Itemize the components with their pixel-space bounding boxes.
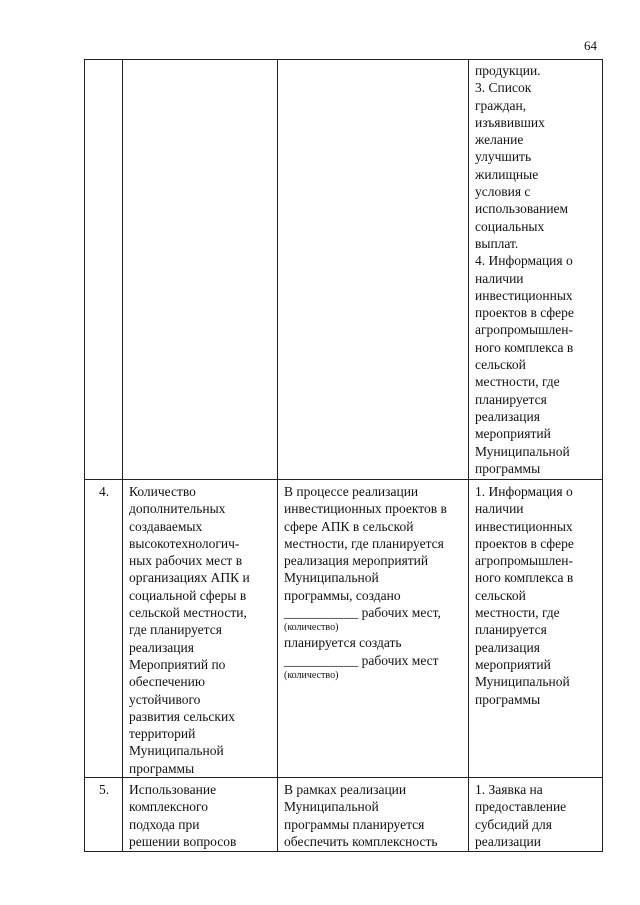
text-line: планируется создать [284, 635, 402, 651]
indicator-cell [123, 60, 278, 480]
text-line: инвестиционных [475, 518, 573, 534]
text-line: социальной сферы в [129, 587, 247, 603]
text-line: 1. Заявка на [475, 782, 543, 798]
text-line: сельской местности, [129, 605, 247, 621]
text-line: субсидий для [475, 816, 552, 832]
text-line: развития сельских [129, 708, 235, 724]
text-line: сельской [475, 357, 526, 373]
text-line: решении вопросов [129, 833, 237, 849]
text-line: программы, создано [284, 587, 401, 603]
text-line: устойчивого [129, 691, 201, 707]
text-line: желание [475, 132, 524, 148]
text-line: 4. Информация о [475, 253, 573, 269]
text-line: где планируется [129, 622, 222, 638]
indicators-table [84, 59, 603, 852]
text-line: В рамках реализации [284, 782, 407, 798]
documents-cell [469, 480, 603, 778]
page-number: 64 [584, 38, 597, 53]
table-row [85, 480, 603, 778]
documents-cell [469, 778, 603, 852]
text-line: программы [475, 691, 541, 707]
text-line: Муниципальной [475, 674, 570, 690]
text-line: высокотехнологич- [129, 535, 240, 551]
text-line: улучшить [475, 149, 532, 165]
text-line: программы [129, 760, 195, 776]
text-line: местности, где [475, 605, 560, 621]
text-line: реализация [475, 639, 540, 655]
text-line: выплат. [475, 235, 519, 251]
text-line: социальных [475, 218, 545, 234]
text-line: мероприятий [475, 426, 551, 442]
text-line: подхода при [129, 816, 200, 832]
description-cell [278, 778, 469, 852]
indicator-cell [123, 480, 278, 778]
row-number-cell [85, 60, 123, 480]
text-line: В процессе реализации [284, 484, 419, 499]
text-line: организациях АПК и [129, 570, 250, 586]
description-cell [278, 480, 469, 778]
text-line: граждан, [475, 97, 527, 113]
text-line: проектов в сфере [475, 535, 574, 551]
text-line: ного комплекса в [475, 339, 574, 355]
text-line: ___________ рабочих мест, [284, 605, 441, 621]
text-line: жилищные [475, 166, 539, 182]
text-line: 1. Информация о [475, 484, 573, 499]
text-line: Муниципальной [475, 443, 570, 459]
row-number-cell: 5. [85, 778, 123, 852]
text-line: изъявивших [475, 114, 545, 130]
text-line: Муниципальной [129, 743, 224, 759]
text-line: агропромышлен- [475, 322, 573, 338]
text-line: мероприятий [475, 656, 551, 672]
text-line: реализация [475, 408, 540, 424]
text-line: инвестиционных проектов в [284, 501, 447, 517]
text-line: инвестиционных [475, 287, 573, 303]
text-line: сфере АПК в сельской [284, 518, 414, 534]
indicator-cell [123, 778, 278, 852]
quantity-caption: (количество) [284, 669, 339, 681]
text-line: Мероприятий по [129, 656, 226, 672]
table-row [85, 778, 603, 852]
quantity-caption: (количество) [284, 622, 339, 634]
text-line: сельской [475, 587, 526, 603]
text-line: местности, где планируется [284, 535, 444, 551]
documents-cell [469, 60, 603, 480]
text-line: планируется [475, 622, 547, 638]
text-line: Количество [129, 484, 196, 499]
text-line: реализация мероприятий [284, 553, 429, 569]
text-line: дополнительных [129, 501, 226, 517]
text-line: комплексного [129, 799, 209, 815]
text-line: Использование [129, 782, 217, 798]
text-line: ных рабочих мест в [129, 553, 243, 569]
text-line: реализация [129, 639, 194, 655]
text-line: программы планируется [284, 816, 425, 832]
text-line: наличии [475, 501, 524, 517]
text-line: создаваемых [129, 518, 203, 534]
text-line: продукции. [475, 63, 541, 78]
text-line: реализации [475, 833, 541, 849]
text-line: наличии [475, 270, 524, 286]
text-line: ного комплекса в [475, 570, 574, 586]
text-line: обеспечить комплексность [284, 833, 438, 849]
row-number-cell: 4. [85, 480, 123, 778]
text-line: предоставление [475, 799, 567, 815]
text-line: 3. Список [475, 80, 532, 96]
text-line: условия с [475, 184, 531, 200]
text-line: проектов в сфере [475, 305, 574, 321]
text-line: территорий [129, 726, 196, 742]
description-cell [278, 60, 469, 480]
text-line: агропромышлен- [475, 553, 573, 569]
text-line: Муниципальной [284, 799, 379, 815]
text-line: местности, где [475, 374, 560, 390]
text-line: использованием [475, 201, 569, 217]
text-line: обеспечению [129, 674, 205, 690]
text-line: ___________ рабочих мест [284, 652, 439, 668]
text-line: Муниципальной [284, 570, 379, 586]
text-line: программы [475, 460, 541, 476]
table-row [85, 60, 603, 480]
text-line: планируется [475, 391, 547, 407]
